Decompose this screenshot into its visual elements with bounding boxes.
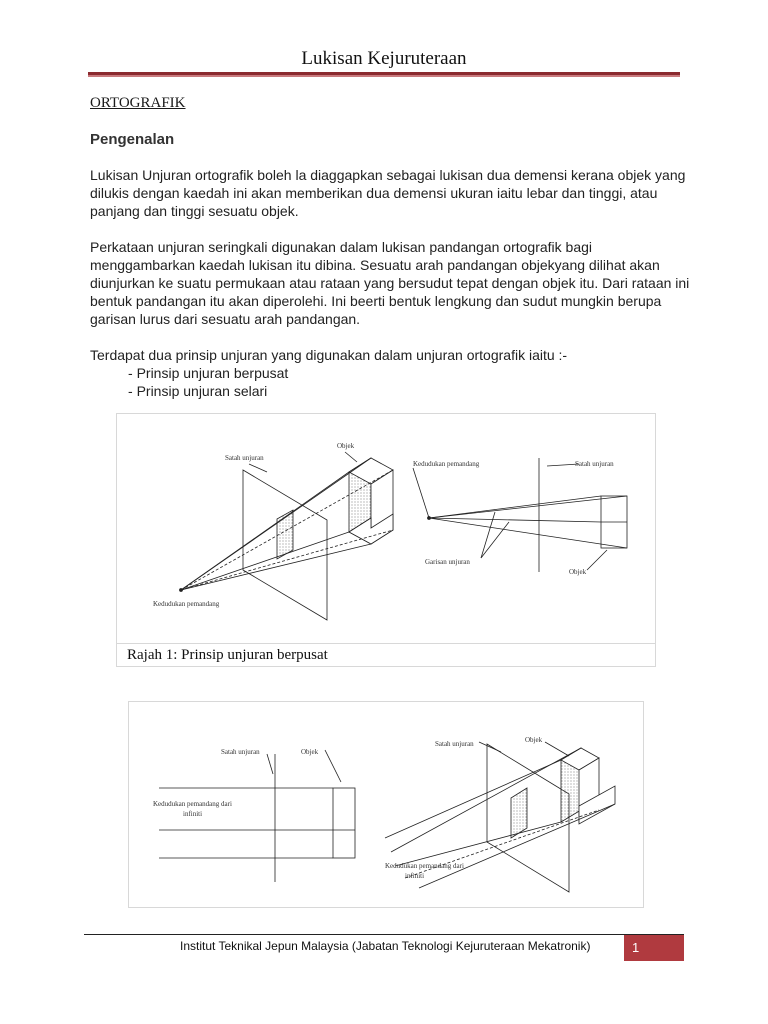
label-infiniti: infiniti [183,810,203,818]
paragraph-prinsip: Terdapat dua prinsip unjuran yang digunakan dalam unjuran ortografik iaitu :- [90,347,568,363]
side-view-diagram [413,458,627,572]
list-item: - Prinsip unjuran berpusat [128,364,288,382]
header-divider [88,72,680,75]
label-satah-unjuran: Satah unjuran [575,460,614,468]
label-objek: Objek [525,736,543,744]
label-objek: Objek [337,442,355,450]
principle-list [128,364,288,400]
figure-2-diagram [129,702,643,907]
page-header-title: Lukisan Kejuruteraan [301,48,467,69]
label-kedudukan-pemandang: Kedudukan pemandang [153,600,220,608]
figure-1-diagram [117,414,655,644]
paragraph-unjuran: Perkataan unjuran seringkali digunakan dalam lukisan pandangan ortografik bagi menggambarkan kaedah lukisan itu dibina. Sesuatu arah pandangan objekyang dilihat akan diunjurkan ke suatu permukaan atau rataan yang bersudut tepat dengan objek itu. Dari rataan ini bentuk pandangan itu akan diperolehi. Ini beerti bentuk lengkung dan sudut mungkin berupa garisan lurus dari sesuatu arah pandangan. [90,239,690,327]
caption-divider [117,643,655,644]
label-infiniti: infiniti [405,872,425,880]
section-subheading: Pengenalan [90,131,175,148]
label-kedudukan-pemandang: Kedudukan pemandang dari [385,862,464,870]
footer-institution: Institut Teknikal Jepun Malaysia (Jabatan Teknologi Kejuruteraan Mekatronik) [180,939,591,953]
perspective-diagram [180,452,394,620]
list-item: - Prinsip unjuran selari [128,382,288,400]
label-satah-unjuran: Satah unjuran [225,454,264,462]
figure-1 [116,413,656,667]
paragraph-intro: Lukisan Unjuran ortografik boleh la diaggapkan sebagai lukisan dua demensi kerana objek yang dilukis dengan kaedah ini akan memberikan dua demensi ukuran iaitu lebar dan tinggi, atau panjang dan tinggi sesuatu objek. [90,167,686,219]
label-satah-unjuran: Satah unjuran [435,740,474,748]
label-garisan-unjuran: Garisan unjuran [425,558,470,566]
label-objek: Objek [301,748,319,756]
figure-caption: Rajah 1: Prinsip unjuran berpusat [127,647,328,663]
label-kedudukan-pemandang: Kedudukan pemandang [413,460,480,468]
figure-2 [128,701,644,908]
footer-divider [84,934,684,935]
page-number-badge: 1 [624,935,684,961]
section-title: ORTOGRAFIK [90,95,186,111]
label-satah-unjuran: Satah unjuran [221,748,260,756]
label-kedudukan-pemandang: Kedudukan pemandang dari [153,800,232,808]
label-objek: Objek [569,568,587,576]
